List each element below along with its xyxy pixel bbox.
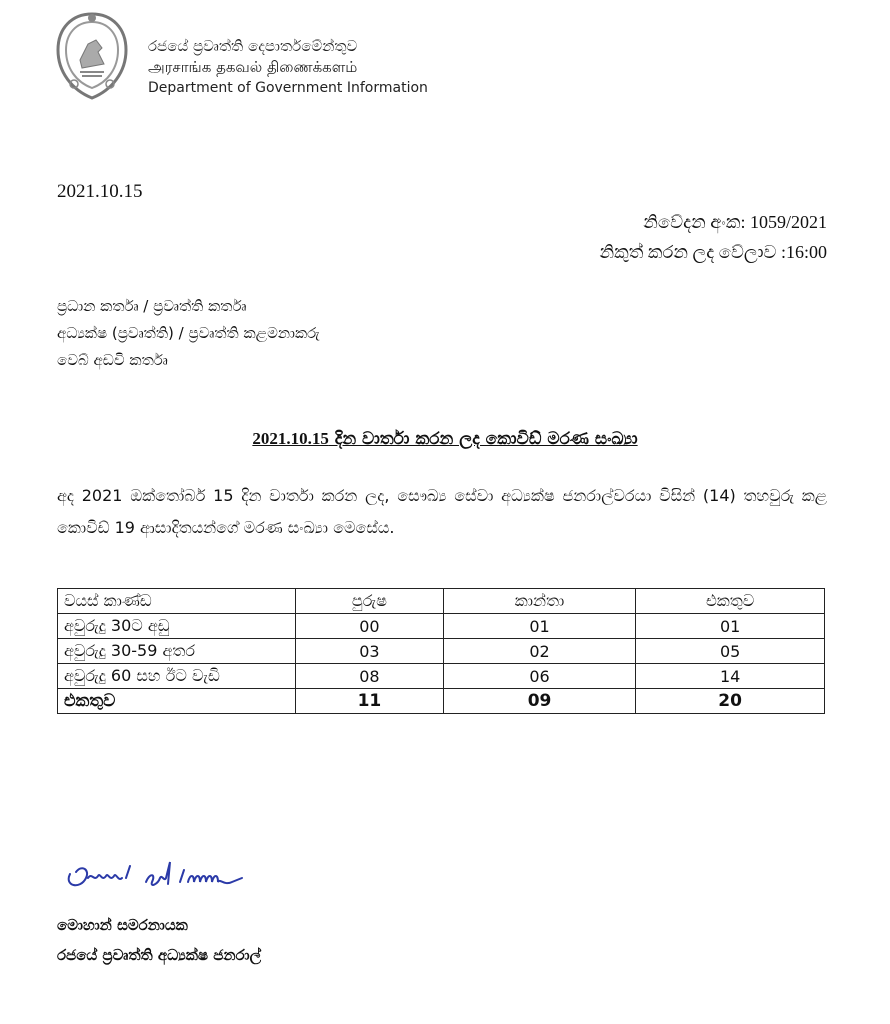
table-header-row <box>58 589 825 614</box>
table-row <box>58 664 825 689</box>
handwritten-signature-icon <box>60 852 300 902</box>
release-number: නිවේදන අංක: 1059/2021 <box>643 212 827 232</box>
female-total-cell: 09 <box>443 689 635 714</box>
column-header-male: පුරුෂ <box>296 589 444 614</box>
column-header-total: එකතුව <box>636 589 825 614</box>
table-row <box>58 639 825 664</box>
male-cell: 08 <box>296 664 444 689</box>
department-name-tamil: அரசாங்க தகவல் திணைக்களம் <box>148 58 358 76</box>
deaths-table <box>57 588 825 714</box>
department-name-english: Department of Government Information <box>148 80 428 96</box>
heading-date: 2021.10.15 <box>252 429 329 448</box>
body-paragraph: අද 2021 ඔක්තෝබර් 15 දින වාර්තා කරන ලද, සෞඛ්‍ය සේවා අධ්‍යක්ෂ ජනරාල්වරයා විසින් (14) තහවුරු කළ කොවිඩ් 19 ආසාදිතයන්ගේ මරණ සංඛ්‍යා මෙසේය. <box>57 486 827 537</box>
reference-block <box>600 207 827 267</box>
department-name-sinhala: රජයේ ප්‍රවෘත්ති දෙපාර්තමේන්තුව <box>148 37 358 55</box>
document-date: 2021.10.15 <box>57 181 143 202</box>
heading-text: දින වාර්තා කරන ලද කොවිඩ් මරණ සංඛ්‍යා <box>328 429 638 449</box>
recipient-line: අධ්‍යක්ෂ (ප්‍රවෘත්ති) / ප්‍රවෘත්ති කළමනාකරු <box>57 324 320 342</box>
male-cell: 00 <box>296 614 444 639</box>
table-row <box>58 614 825 639</box>
female-cell: 01 <box>443 614 635 639</box>
total-cell: 05 <box>636 639 825 664</box>
age-group-cell: අවුරුදු 60 සහ ඊට වැඩි <box>58 664 296 689</box>
table-total-row <box>58 689 825 714</box>
total-label-cell: එකතුව <box>58 689 296 714</box>
signer-name: මොහාන් සමරනායක <box>57 916 188 934</box>
release-time: නිකුත් කරන ලද වේලාව :16:00 <box>599 242 827 262</box>
recipient-line: ප්‍රධාන කර්තෘ / ප්‍රවෘත්ති කර්තෘ <box>57 297 247 315</box>
column-header-age-group: වයස් කාණ්ඩ <box>58 589 296 614</box>
signer-title: රජයේ ප්‍රවෘත්ති අධ්‍යක්ෂ ජනරාල් <box>57 946 262 964</box>
total-cell: 01 <box>636 614 825 639</box>
government-emblem-icon <box>52 10 132 102</box>
male-cell: 03 <box>296 639 444 664</box>
male-total-cell: 11 <box>296 689 444 714</box>
signer-block <box>57 910 261 970</box>
female-cell: 06 <box>443 664 635 689</box>
department-name <box>148 36 428 99</box>
grand-total-cell: 20 <box>636 689 825 714</box>
female-cell: 02 <box>443 639 635 664</box>
age-group-cell: අවුරුදු 30ට අඩු <box>58 614 296 639</box>
recipients <box>57 293 320 374</box>
total-cell: 14 <box>636 664 825 689</box>
document-heading <box>0 429 890 449</box>
column-header-female: කාන්තා <box>443 589 635 614</box>
age-group-cell: අවුරුදු 30-59 අතර <box>58 639 296 664</box>
recipient-line: වෙබ් අඩවි කර්තෘ <box>57 351 168 369</box>
